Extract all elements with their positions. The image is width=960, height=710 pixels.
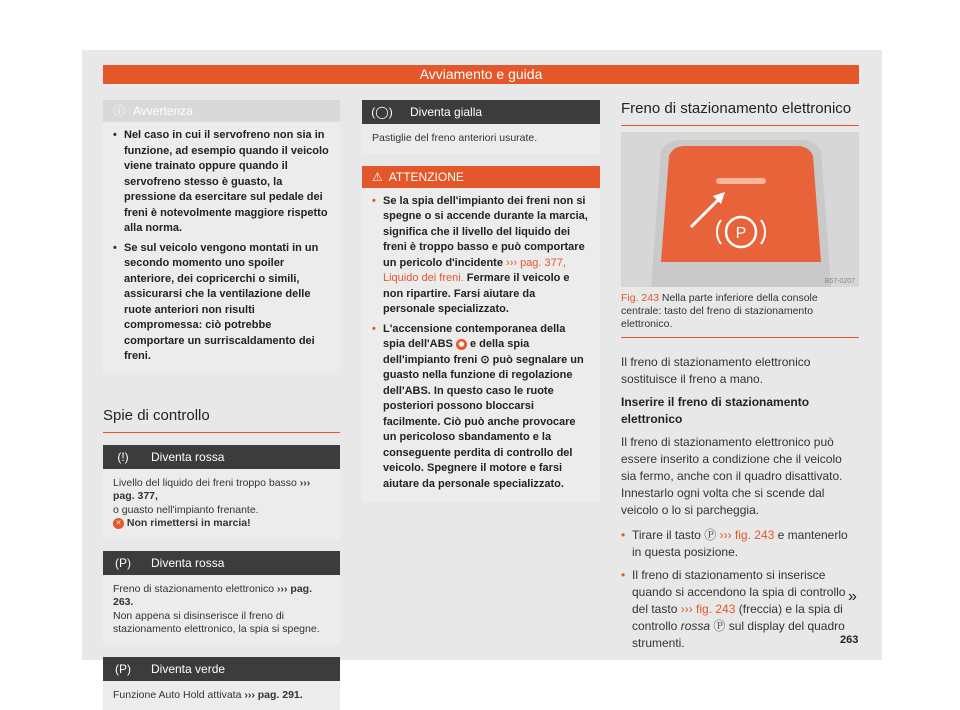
caption-divider: [621, 337, 859, 338]
attention-text: Fermare il veicolo e non ripartire. Farsi aiutare da personale specializzato.: [383, 272, 570, 315]
page-number: 263: [840, 634, 858, 646]
photo-code: B57-0207: [825, 278, 855, 285]
console-photo: [621, 132, 859, 287]
figure-number: Fig. 243: [621, 292, 659, 304]
auto-hold-icon: (P): [103, 657, 143, 681]
instruction-text: e mantenerlo in questa posizione.: [632, 528, 848, 559]
warning-item: • Nel caso in cui il servofreno non sia in funzione, ad esempio quando il veicolo viene trainato oppure quando il servofreno stesso è guasto, la pressione da esercitare sul pedale dei freni è notevolmente maggiore rispetto alla norma.: [113, 128, 330, 237]
indicator-block: [362, 100, 600, 154]
warning-header: [103, 100, 340, 122]
right-column-text: [621, 292, 859, 652]
indicator-header-label: Diventa verde: [151, 657, 225, 681]
page-ref-link[interactable]: ››› pag. 377, Liquido dei freni.: [383, 257, 566, 285]
svg-text:P: P: [736, 225, 747, 242]
attention-header: [362, 166, 600, 188]
page-ref-link[interactable]: ››› pag. 263.: [113, 583, 312, 609]
figure-ref-link[interactable]: ››› fig. 243: [681, 602, 736, 616]
indicator-body: Pastiglie del freno anteriori usurate.: [362, 124, 600, 154]
attention-item: [372, 194, 590, 318]
indicator-text: Non appena si disinserisce il freno di stazionamento elettronico, la spia si spegne.: [113, 610, 320, 636]
continue-marker: »: [848, 588, 857, 606]
page-ref-link[interactable]: ››› pag. 377,: [113, 477, 310, 503]
figure-ref-link[interactable]: ››› fig. 243: [720, 528, 775, 542]
indicator-block: [103, 551, 340, 645]
abs-icon: ◉: [456, 339, 467, 350]
page-ref-link[interactable]: ››› pag. 291.: [244, 689, 302, 701]
info-icon: ⓘ: [113, 100, 125, 122]
indicator-text: Funzione Auto Hold attivata: [113, 689, 241, 701]
warning-item: • Se sul veicolo vengono montati in un secondo momento uno spoiler anteriore, dei copricerchi o simili, assicurarsi che la ventilazione delle ruote anteriori non risulti compromessa: ciò potrebbe comportare un surriscaldamento dei freni.: [113, 241, 330, 365]
indicator-block: [103, 445, 340, 539]
indicator-header: [103, 551, 340, 575]
indicator-body: [103, 469, 340, 539]
indicator-body: [103, 681, 340, 710]
indicator-text: Freno di stazionamento elettronico: [113, 583, 274, 595]
parking-brake-button-illustration: [621, 132, 859, 287]
section-title-spie: Spie di controllo: [103, 407, 340, 433]
indicator-header-label: Diventa rossa: [151, 551, 224, 575]
indicator-header: [103, 657, 340, 681]
indicator-header-label: Diventa gialla: [410, 100, 482, 124]
indicator-header-label: Diventa rossa: [151, 445, 224, 469]
parking-brake-icon: Ⓟ: [713, 619, 725, 633]
indicator-header: [103, 445, 340, 469]
warning-body: [103, 122, 340, 375]
attention-text: e della spia dell'impianto freni: [383, 338, 529, 366]
caption-text: Nella parte inferiore della console centrale: tasto del freno di stazionamento elettronico.: [621, 292, 818, 330]
instruction-item: [621, 567, 859, 652]
instruction-text: Tirare il tasto: [632, 528, 701, 542]
figure-caption: [621, 292, 859, 331]
indicator-text: o guasto nell'impianto frenante.: [113, 504, 259, 516]
instruction-italic: rossa: [681, 619, 710, 633]
instruction-text: sul display del quadro strumenti.: [632, 619, 845, 650]
indicator-text: Livello del liquido dei freni troppo basso: [113, 477, 297, 489]
parking-brake-icon: (P): [103, 551, 143, 575]
right-column: [621, 100, 859, 126]
subheading: Inserire il freno di stazionamento elettronico: [621, 394, 859, 428]
stop-icon: ✕: [113, 518, 124, 529]
middle-column: [362, 100, 600, 502]
indicator-body: [103, 575, 340, 645]
indicator-alert: Non rimettersi in marcia!: [127, 517, 251, 529]
brake-pad-icon: (◯): [362, 100, 402, 124]
attention-box: [362, 166, 600, 503]
warning-box: [103, 100, 340, 375]
attention-text: Se la spia dell'impianto dei freni non si spegne o si accende durante la marcia, significa che il livello del liquido dei freni è troppo basso e può comportare un pericolo d'incidente: [383, 195, 588, 269]
instruction-text: Il freno di stazionamento si inserisce quando si accendono la spia di controllo del tasto: [632, 568, 845, 616]
indicator-header: [362, 100, 600, 124]
left-column: [103, 100, 340, 710]
paragraph: Il freno di stazionamento elettronico può essere inserito a condizione che il veicolo sia fermo, anche con il quadro disattivato. Innestarlo ogni volta che si scende dal veicolo o lo si parcheggia.: [621, 434, 859, 519]
section-title-freno: Freno di stazionamento elettronico: [621, 100, 859, 126]
attention-item: [372, 322, 590, 493]
brake-warning-icon: (!): [103, 445, 143, 469]
brake-system-icon: ⊙: [480, 354, 489, 366]
paragraph: Il freno di stazionamento elettronico sostituisce il freno a mano.: [621, 354, 859, 388]
attention-body: [362, 188, 600, 503]
attention-title: ATTENZIONE: [389, 166, 464, 188]
instruction-item: [621, 527, 859, 561]
attention-text: può segnalare un guasto nella funzione di regolazione dell'ABS. In questo caso le ruote posteriori possono bloccarsi facilmente. Ciò può anche provocare un pericoloso sbandamento e la conseguente perdita di controllo del veicolo. Spegnere il motore e farsi aiutare da personale specializzato.: [383, 354, 584, 490]
instruction-text: (freccia) e la spia di controllo: [632, 602, 843, 633]
warning-triangle-icon: ⚠: [372, 166, 383, 188]
warning-title: Avvertenza: [133, 100, 193, 122]
chapter-header: Avviamento e guida: [103, 65, 859, 84]
parking-brake-icon: Ⓟ: [704, 528, 716, 542]
indicator-block: [103, 657, 340, 710]
attention-text: L'accensione contemporanea della spia dell'ABS: [383, 323, 565, 351]
